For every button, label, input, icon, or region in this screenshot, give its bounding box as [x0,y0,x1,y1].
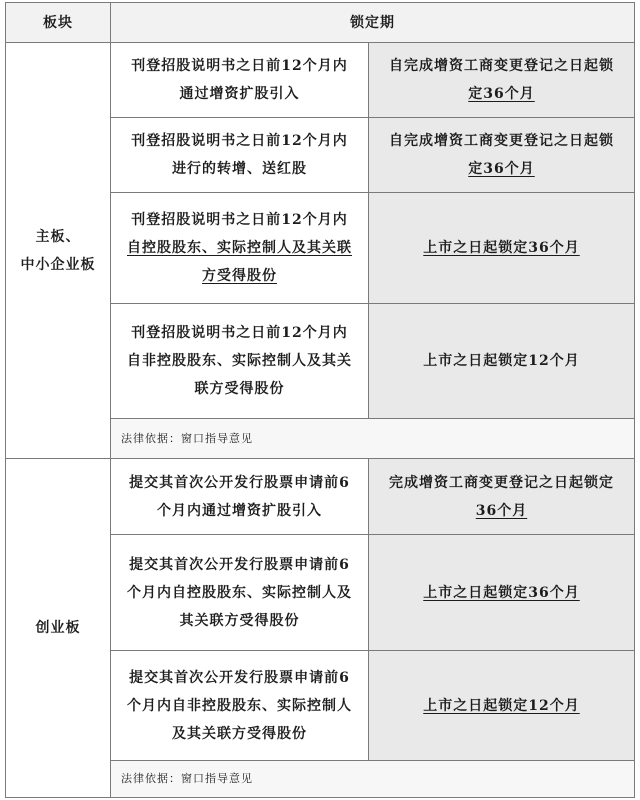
board-main-line-1: 主板、 [35,228,81,245]
condition-line: 个月内自非控股股东、实际控制人 [127,697,352,714]
board-main-line-2: 中小企业板 [20,256,96,273]
condition-line: 刊登招股说明书之日前12个月内 [131,133,348,149]
condition-line: 自控股股东、实际控制人及其关联 [127,240,352,256]
lockup-line: 完成增资工商变更登记之日起锁定 [389,474,614,491]
header-lockup-label: 锁定期 [350,14,395,31]
lockup-line: 定36个月 [468,86,535,102]
lockup-cell [369,118,634,193]
header-lockup [111,3,634,43]
lockup-line: 上市之日起锁定36个月 [423,240,580,256]
condition-line: 个月内自控股股东、实际控制人及 [127,584,352,601]
condition-cell [111,535,369,651]
board-chinext-label: 创业板 [35,620,81,636]
lockup-line: 上市之日起锁定12个月 [423,353,580,369]
condition-line: 进行的转增、送红股 [172,161,307,177]
condition-cell [111,43,369,118]
lockup-cell [369,651,634,761]
lockup-period-table [5,2,635,798]
condition-line: 及其关联方受得股份 [172,725,307,742]
condition-cell [111,459,369,535]
lockup-line: 36个月 [475,502,528,519]
board-chinext [6,459,111,797]
condition-line: 个月内通过增资扩股引入 [157,502,322,519]
legal-basis-row [111,419,634,459]
lockup-line: 上市之日起锁定12个月 [423,697,580,714]
lockup-cell [369,43,634,118]
condition-line: 其关联方受得股份 [179,612,300,629]
condition-line: 联方受得股份 [194,381,285,397]
lockup-line: 上市之日起锁定36个月 [423,584,580,601]
condition-line: 自非控股股东、实际控制人及其关 [127,353,352,369]
lockup-cell [369,304,634,419]
condition-line: 刊登招股说明书之日前12个月内 [131,58,348,74]
header-board-label: 板块 [43,14,73,31]
lockup-cell [369,535,634,651]
condition-line: 提交其首次公开发行股票申请前6 [129,669,350,686]
lockup-line: 自完成增资工商变更登记之日起锁 [389,58,614,74]
lockup-line: 自完成增资工商变更登记之日起锁 [389,133,614,149]
condition-line: 提交其首次公开发行股票申请前6 [129,556,350,573]
header-board [6,3,111,43]
condition-line: 刊登招股说明书之日前12个月内 [131,212,348,228]
condition-line: 通过增资扩股引入 [179,86,300,102]
lockup-cell [369,459,634,535]
condition-line: 方受得股份 [202,268,277,284]
legal-basis-text: 法律依据：窗口指导意见 [121,772,253,785]
condition-line: 刊登招股说明书之日前12个月内 [131,325,348,341]
lockup-cell [369,193,634,304]
condition-cell [111,118,369,193]
condition-cell [111,651,369,761]
condition-cell [111,193,369,304]
lockup-line: 定36个月 [468,161,535,177]
legal-basis-row [111,761,634,797]
condition-line: 提交其首次公开发行股票申请前6 [129,474,350,491]
board-main [6,43,111,459]
legal-basis-text: 法律依据：窗口指导意见 [121,431,253,445]
condition-cell [111,304,369,419]
